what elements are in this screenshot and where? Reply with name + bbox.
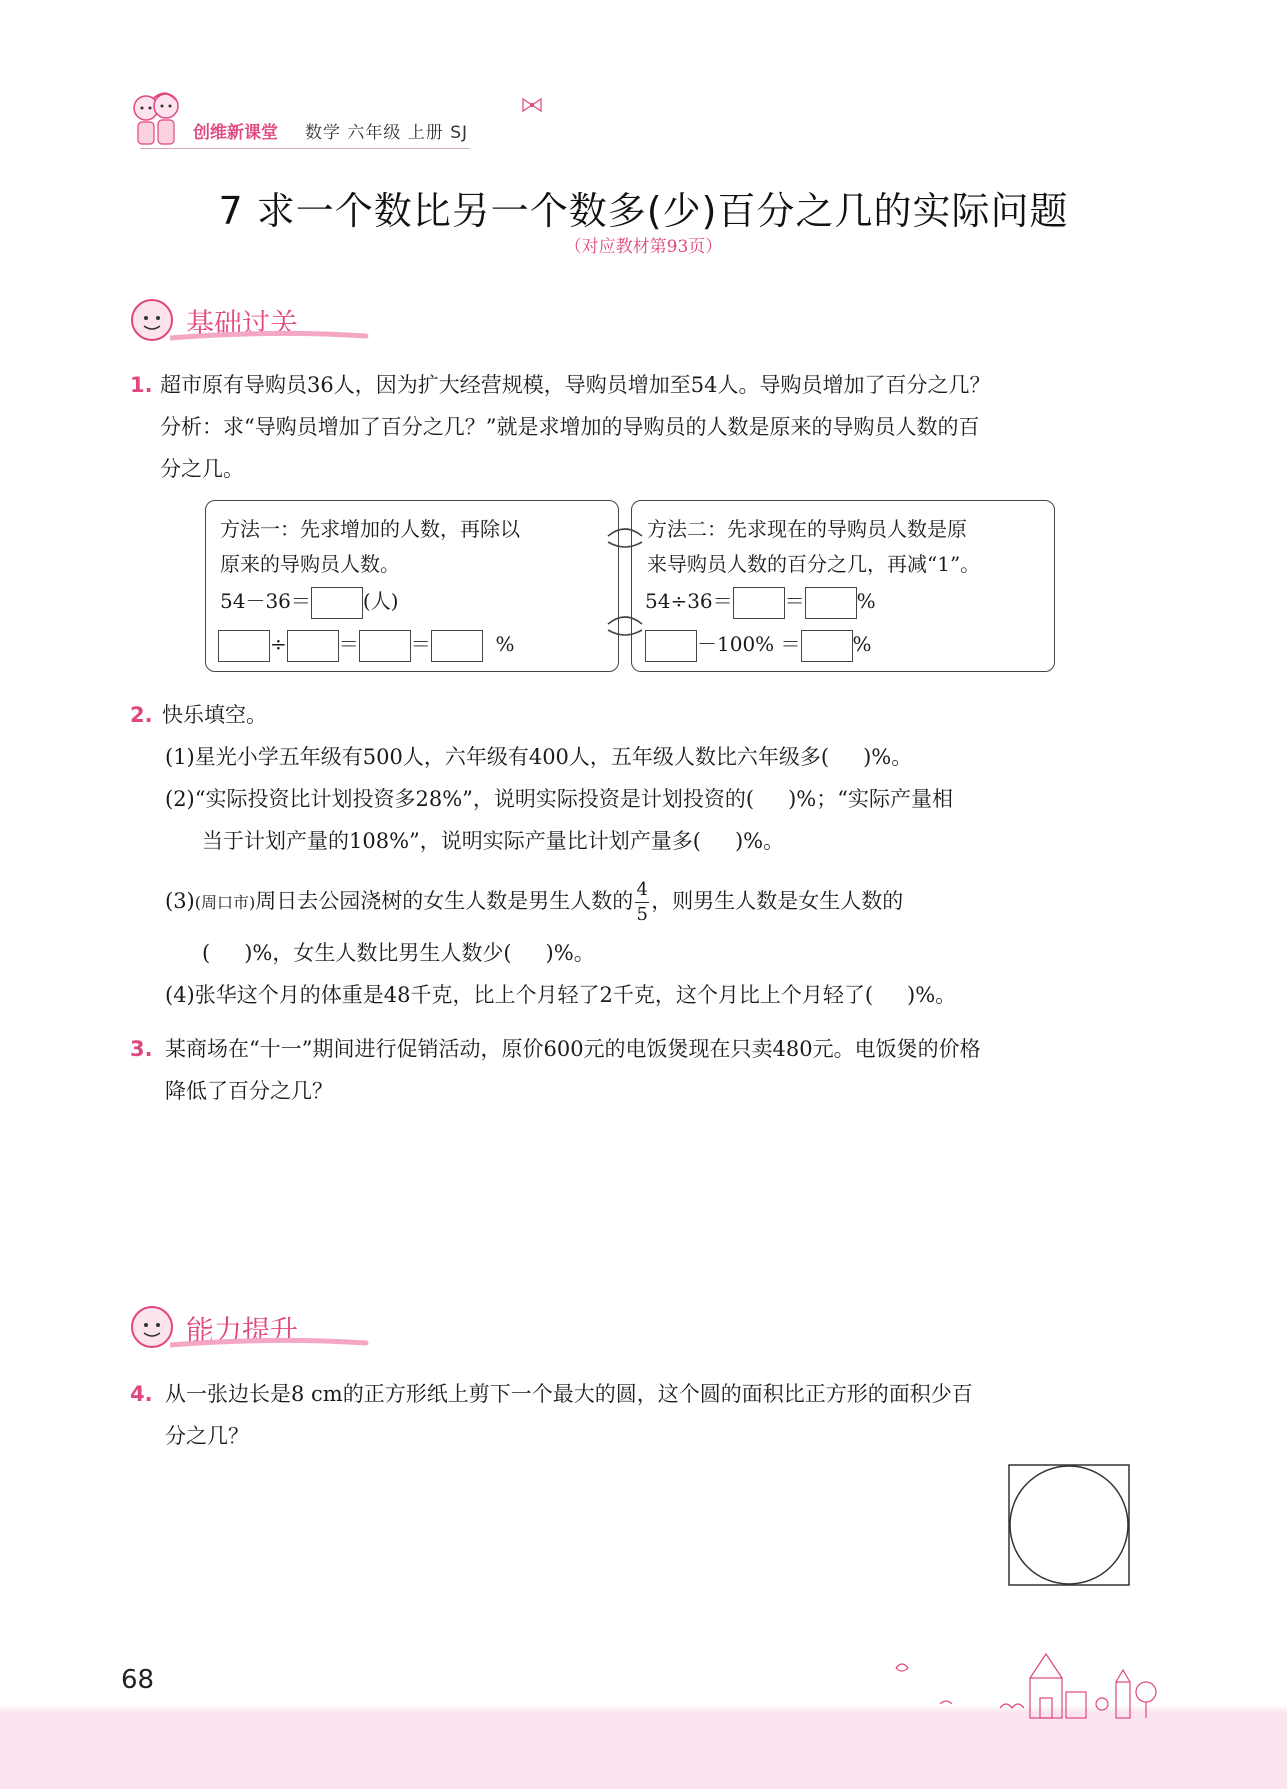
q2-sub2-end: )%。 (734, 829, 785, 853)
header-subject: 数学 六年级 上册 SJ (305, 123, 469, 143)
region-tag: (周口市) (194, 893, 256, 913)
q2-sub2-text2: 当于计划产量的108%”，说明实际产量比计划产量多( (202, 829, 701, 853)
fraction-denominator: 5 (636, 904, 648, 926)
bow-icon (520, 96, 544, 114)
q1-line3: 分之几。 (160, 457, 244, 481)
answer-box[interactable] (733, 587, 785, 619)
answer-box[interactable] (431, 630, 483, 662)
q1-line2: 分析：求“导购员增加了百分之几？”就是求增加的导购员的人数是原来的导购员人数的百 (160, 415, 980, 439)
section-underline-icon (170, 1335, 370, 1351)
percent-sign: % (852, 632, 872, 656)
fraction-bar (635, 902, 649, 903)
method1-eq1 (220, 585, 399, 619)
page-subtitle: （对应教材第93页） (564, 237, 723, 257)
footer-band (0, 1712, 1287, 1789)
answer-box[interactable] (801, 630, 853, 662)
method1-line1: 方法一：先求增加的人数，再除以 (220, 517, 520, 541)
q2-sub2-line2 (202, 826, 784, 856)
ring-binder-icon (602, 520, 648, 640)
question-number: 2. (130, 703, 153, 727)
equal-sign: ＝ (410, 632, 431, 656)
square-with-inscribed-circle-diagram (1008, 1464, 1130, 1586)
answer-box[interactable] (218, 630, 270, 662)
percent-sign: % (856, 589, 876, 613)
section-underline-icon (170, 328, 370, 344)
method2-line1: 方法二：先求现在的导购员人数是原 (647, 517, 967, 541)
q2-sub4 (165, 980, 956, 1010)
cartoon-face-icon (130, 298, 174, 342)
q2-sub2-line1 (165, 784, 953, 814)
question-number: 4. (130, 1382, 153, 1406)
q2-sub3-text: 周日去公园浇树的女生人数是男生人数的 (255, 889, 634, 914)
q3-line1: 某商场在“十一”期间进行促销活动，原价600元的电饭煲现在只卖480元。电饭煲的价格 (165, 1037, 981, 1061)
q2-sub4-end: )%。 (907, 983, 957, 1007)
q3-line2: 降低了百分之几？ (165, 1079, 333, 1103)
q2-sub3-line2 (202, 938, 595, 968)
method1-eq2 (218, 628, 515, 662)
question-number: 3. (130, 1037, 153, 1061)
q4-line2: 分之几？ (165, 1424, 249, 1448)
equal-sign: ＝ (784, 589, 805, 613)
answer-blank[interactable] (873, 980, 907, 1010)
minus-100-percent: －100% ＝ (697, 632, 801, 656)
eq1-suffix: (人) (362, 589, 399, 613)
page-number: 68 (121, 1665, 155, 1695)
header-brand: 创维新课堂 (193, 123, 278, 143)
answer-blank[interactable] (701, 826, 735, 856)
section-label: 能力提升 (186, 1314, 299, 1347)
answer-box[interactable] (359, 630, 411, 662)
q2-sub3-line1 (165, 880, 903, 925)
eq1-prefix: 54÷36＝ (645, 589, 733, 613)
answer-box[interactable] (805, 587, 857, 619)
q2-sub1-text: (1)星光小学五年级有500人，六年级有400人，五年级人数比六年级多( (165, 745, 830, 769)
kids-illustration-icon (128, 90, 184, 154)
header-divider (140, 148, 470, 149)
eq1-prefix: 54－36＝ (220, 589, 311, 613)
question-number: 1. (130, 373, 153, 397)
page-title: 7 求一个数比另一个数多(少)百分之几的实际问题 (218, 189, 1069, 233)
answer-blank[interactable] (512, 938, 546, 968)
section-header-basic (130, 298, 390, 342)
divide-sign: ÷ (270, 632, 287, 656)
q2-sub3-end: )%。 (545, 941, 595, 965)
q2-sub2-text: (2)“实际投资比计划投资多28%”，说明实际投资是计划投资的( (165, 787, 755, 811)
q2-sub3-text2: ，则男生人数是女生人数的 (651, 889, 904, 914)
q2-sub1-end: )%。 (863, 745, 913, 769)
answer-blank[interactable] (754, 784, 788, 814)
castle-illustration-icon (880, 1648, 1170, 1720)
equal-sign: ＝ (338, 632, 359, 656)
q1-line1: 超市原有导购员36人，因为扩大经营规模，导购员增加至54人。导购员增加了百分之几？ (160, 373, 991, 397)
answer-blank[interactable] (829, 742, 863, 772)
cartoon-face-icon (130, 1305, 174, 1349)
section-label: 基础过关 (186, 307, 299, 340)
answer-box[interactable] (287, 630, 339, 662)
answer-box[interactable] (645, 630, 697, 662)
answer-box[interactable] (311, 587, 363, 619)
fraction-numerator: 4 (636, 879, 648, 900)
answer-blank[interactable] (210, 938, 244, 968)
method1-line2: 原来的导购员人数。 (220, 552, 400, 576)
section-header-advanced (130, 1305, 390, 1349)
percent-sign: % (495, 632, 515, 656)
method2-line2: 来导购员人数的百分之几，再减“1”。 (647, 552, 981, 576)
q4-line1: 从一张边长是8 cm的正方形纸上剪下一个最大的圆，这个圆的面积比正方形的面积少百 (165, 1382, 973, 1406)
q2-sub2-mid: )%；“实际产量相 (788, 787, 953, 811)
q2-sub3-index: (3) (165, 889, 195, 914)
q2-sub3-text3: )%，女生人数比男生人数少( (244, 941, 512, 965)
q2-sub1 (165, 742, 912, 772)
method2-eq2 (645, 628, 872, 662)
open-paren: ( (202, 941, 211, 965)
fraction-four-fifths (635, 880, 649, 925)
q2-sub4-text: (4)张华这个月的体重是48千克，比上个月轻了2千克，这个月比上个月轻了( (165, 983, 874, 1007)
q2-head: 快乐填空。 (162, 703, 267, 727)
method2-eq1 (645, 585, 876, 619)
